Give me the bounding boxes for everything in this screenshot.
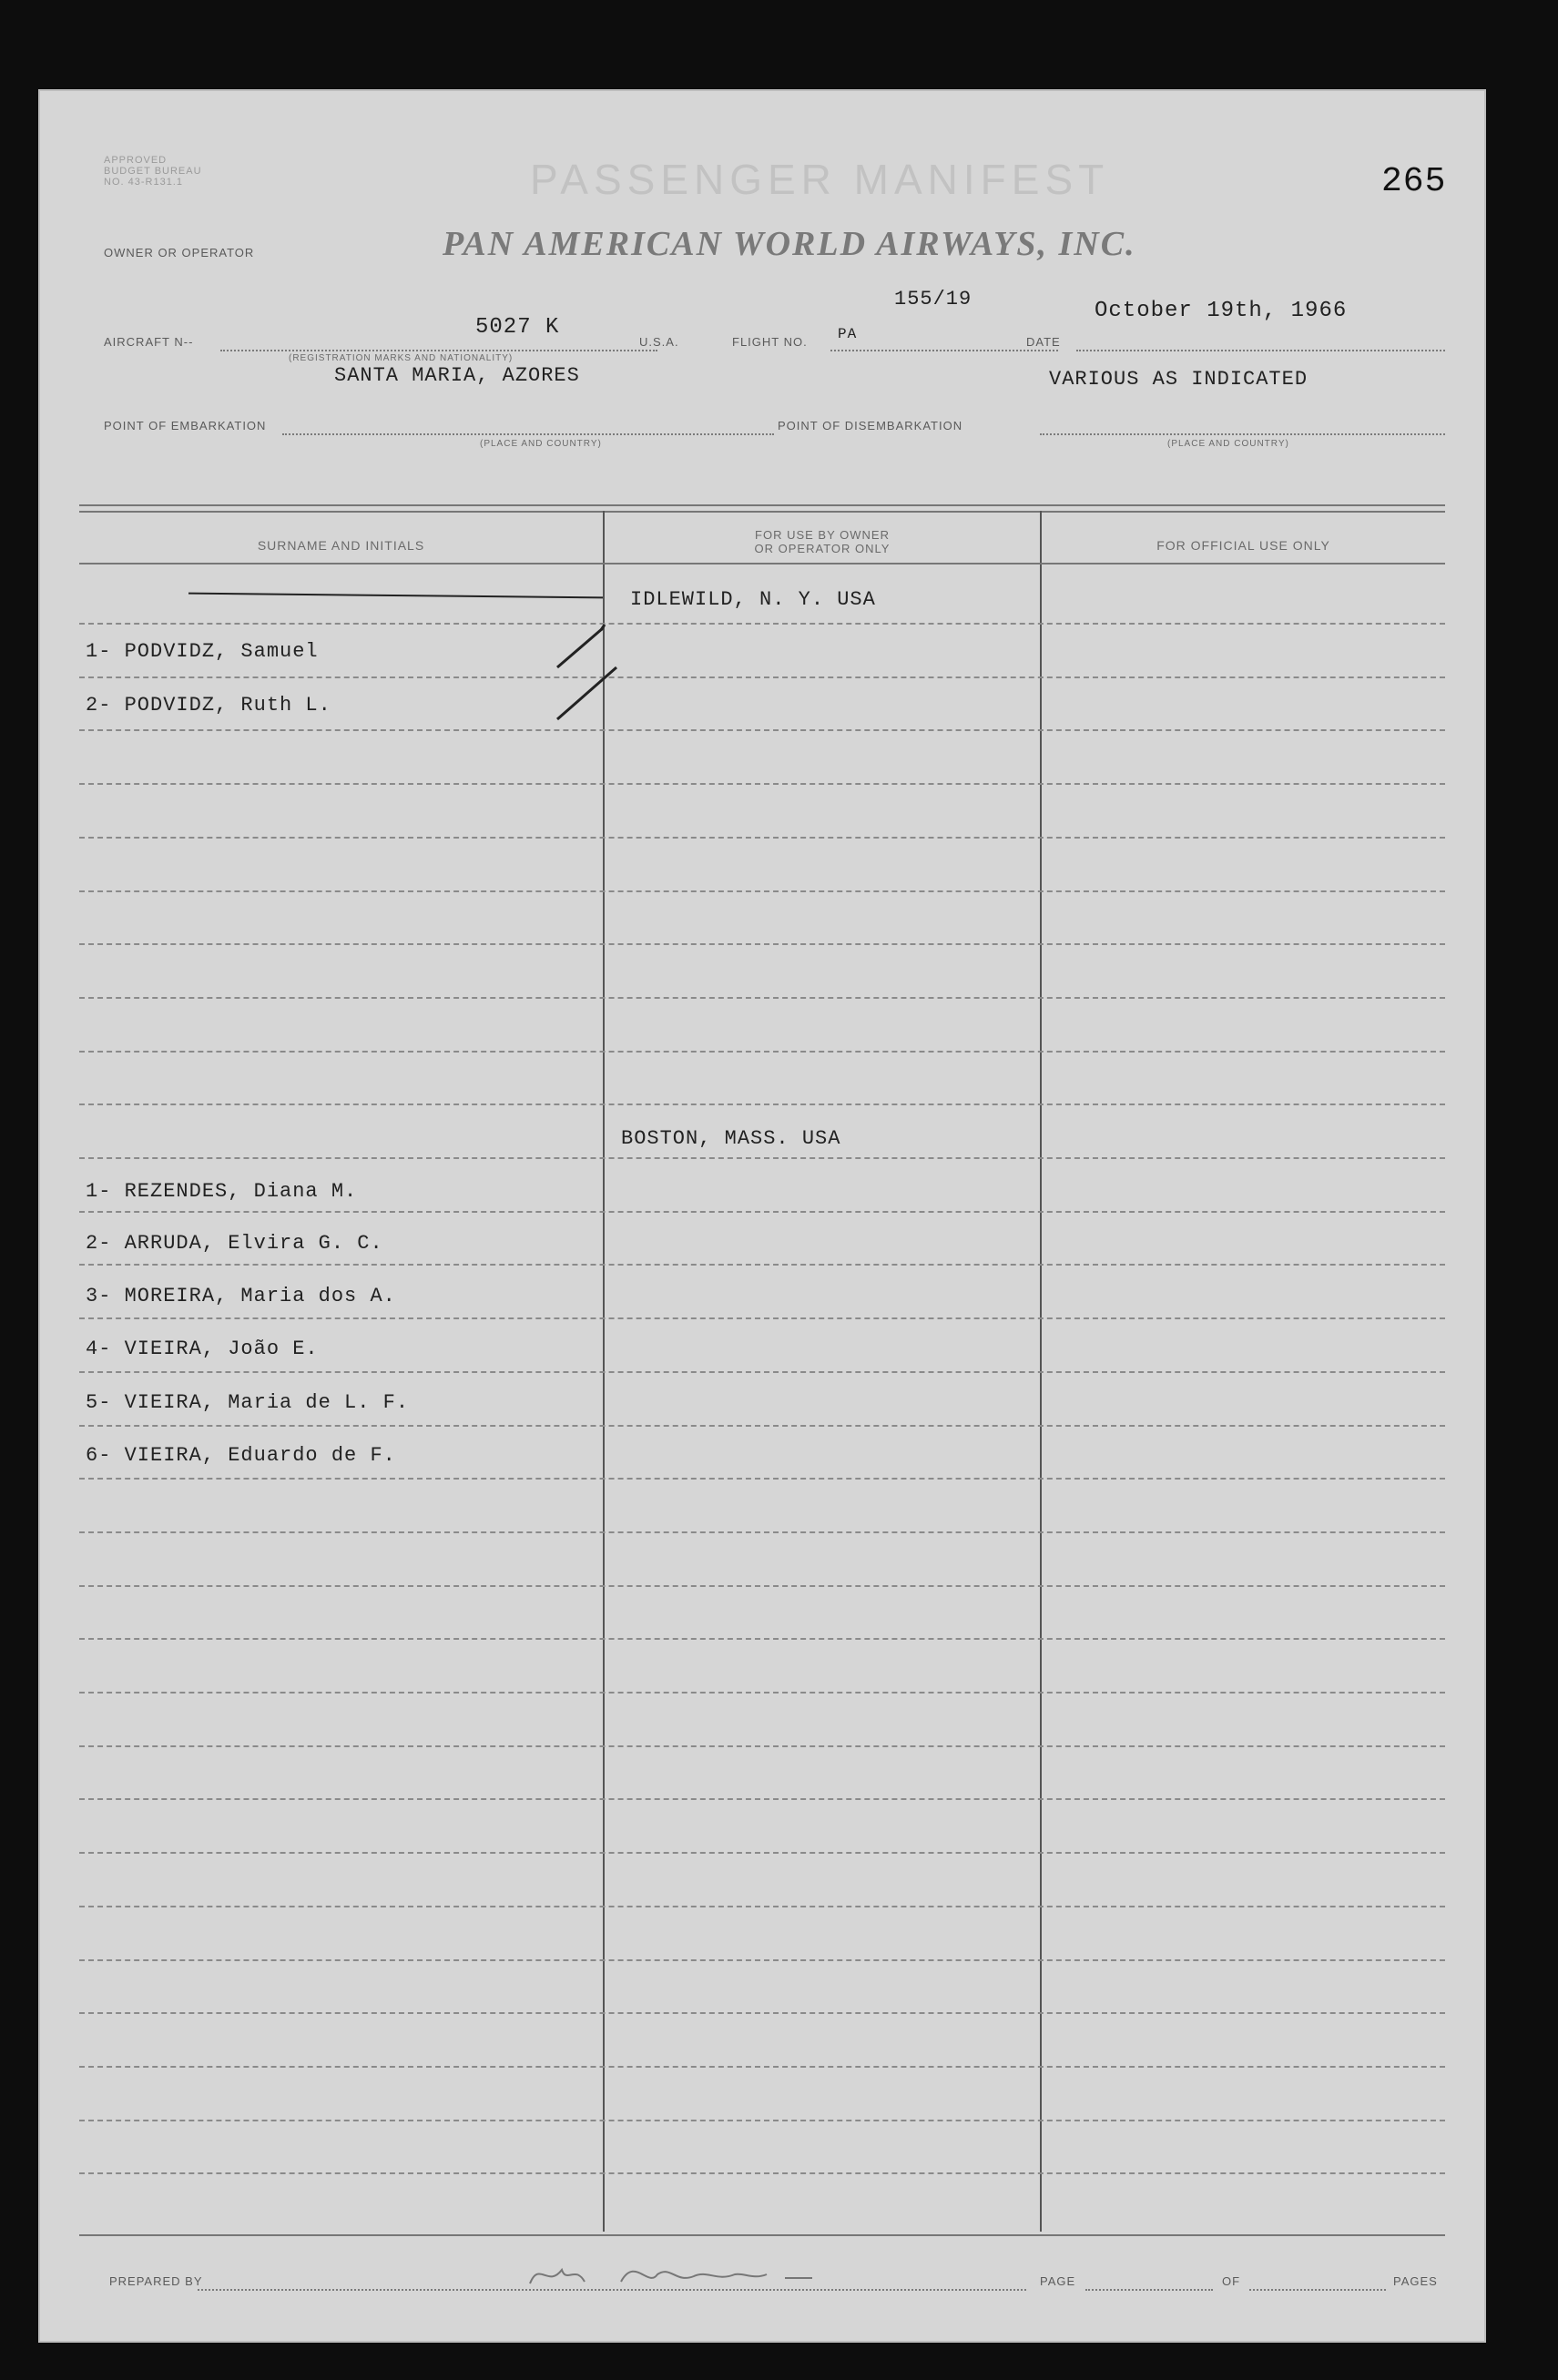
aircraft-line [220,350,657,351]
passenger-rezendes-diana: 1- REZENDES, Diana M. [86,1180,358,1203]
passenger-vieira-joao: 4- VIEIRA, João E. [86,1337,319,1360]
disembark-label: POINT OF DISEMBARKATION [778,419,963,432]
disembark-value: VARIOUS AS INDICATED [1049,368,1309,391]
row-rule [79,1906,1445,1907]
manifest-sheet [38,89,1486,2343]
row-rule [79,1852,1445,1854]
date-value: October 19th, 1966 [1095,299,1348,323]
signature [512,2247,894,2302]
row-rule [79,1478,1445,1480]
row-rule [79,1317,1445,1319]
table-top-rule-1 [79,504,1445,506]
strike-line [188,593,603,599]
passenger-moreira-maria: 3- MOREIRA, Maria dos A. [86,1285,396,1307]
page-label: PAGE [1040,2274,1076,2288]
usa-label: U.S.A. [639,335,679,349]
date-line [1076,350,1445,351]
of-label: OF [1222,2274,1241,2288]
passenger-podvidz-ruth: 2- PODVIDZ, Ruth L. [86,694,331,717]
column-header-surname: SURNAME AND INITIALS [257,538,425,553]
passenger-vieira-eduardo: 6- VIEIRA, Eduardo de F. [86,1444,396,1467]
passenger-podvidz-samuel: 1- PODVIDZ, Samuel [86,640,319,663]
table-bottom-rule [79,2234,1445,2236]
row-rule [79,1798,1445,1800]
row-rule [79,1264,1445,1266]
page-number: 265 [1381,162,1447,201]
row-rule [79,729,1445,731]
row-rule [79,783,1445,785]
owner-value: PAN AMERICAN WORLD AIRWAYS, INC. [443,225,1136,263]
flight-value: PA [838,326,858,342]
destination-idlewild: IDLEWILD, N. Y. USA [630,588,876,611]
of-line [1249,2289,1386,2291]
disembark-sublabel: (PLACE AND COUNTRY) [1167,439,1289,449]
row-rule [79,2172,1445,2174]
page-line [1085,2289,1213,2291]
row-rule [79,1211,1445,1213]
row-rule [79,1959,1445,1961]
approval-note [104,155,202,188]
row-rule [79,1638,1445,1640]
row-rule [79,943,1445,945]
column-header-official: FOR OFFICIAL USE ONLY [1156,538,1330,553]
aircraft-label: AIRCRAFT N-- [104,335,194,349]
date-label: DATE [1026,335,1061,349]
row-rule [79,1157,1445,1159]
pages-label: PAGES [1393,2274,1438,2288]
row-rule [79,623,1445,625]
row-rule [79,837,1445,839]
prepared-by-label: PREPARED BY [109,2274,203,2288]
row-rule [79,1585,1445,1587]
embark-sublabel: (PLACE AND COUNTRY) [480,439,602,449]
embark-line [282,433,774,435]
embark-value: SANTA MARIA, AZORES [334,364,580,387]
aircraft-value: 5027 K [475,315,560,340]
form-title: PASSENGER MANIFEST [530,156,1110,203]
table-top-rule-2 [79,511,1445,513]
row-rule [79,1425,1445,1427]
row-rule [79,1531,1445,1533]
disembark-line [1040,433,1445,435]
approval-note-line3: NO. 43-R131.1 [104,177,183,188]
row-rule [79,1051,1445,1053]
column-header-owner-use [605,528,1040,555]
header-bottom-rule [79,563,1445,564]
flight-line [830,350,1058,351]
owner-use-line2: OR OPERATOR ONLY [754,542,891,555]
row-rule [79,997,1445,999]
row-rule [79,1104,1445,1105]
owner-label: OWNER OR OPERATOR [104,246,255,259]
row-rule [79,2120,1445,2121]
owner-use-line1: FOR USE BY OWNER [755,528,890,542]
passenger-arruda-elvira: 2- ARRUDA, Elvira G. C. [86,1232,383,1255]
approval-note-line1: APPROVED [104,155,168,166]
row-rule [79,2066,1445,2068]
row-rule [79,676,1445,678]
check-marks [548,617,676,727]
embark-label: POINT OF EMBARKATION [104,419,267,432]
passenger-vieira-maria: 5- VIEIRA, Maria de L. F. [86,1391,410,1414]
row-rule [79,1745,1445,1747]
row-rule [79,890,1445,892]
row-rule [79,2012,1445,2014]
flight-label: FLIGHT NO. [732,335,808,349]
approval-note-line2: BUDGET BUREAU [104,166,202,177]
flight-value-upper: 155/19 [894,288,972,310]
row-rule [79,1371,1445,1373]
destination-boston: BOSTON, MASS. USA [621,1127,841,1150]
row-rule [79,1692,1445,1693]
aircraft-sublabel: (REGISTRATION MARKS AND NATIONALITY) [289,353,514,363]
